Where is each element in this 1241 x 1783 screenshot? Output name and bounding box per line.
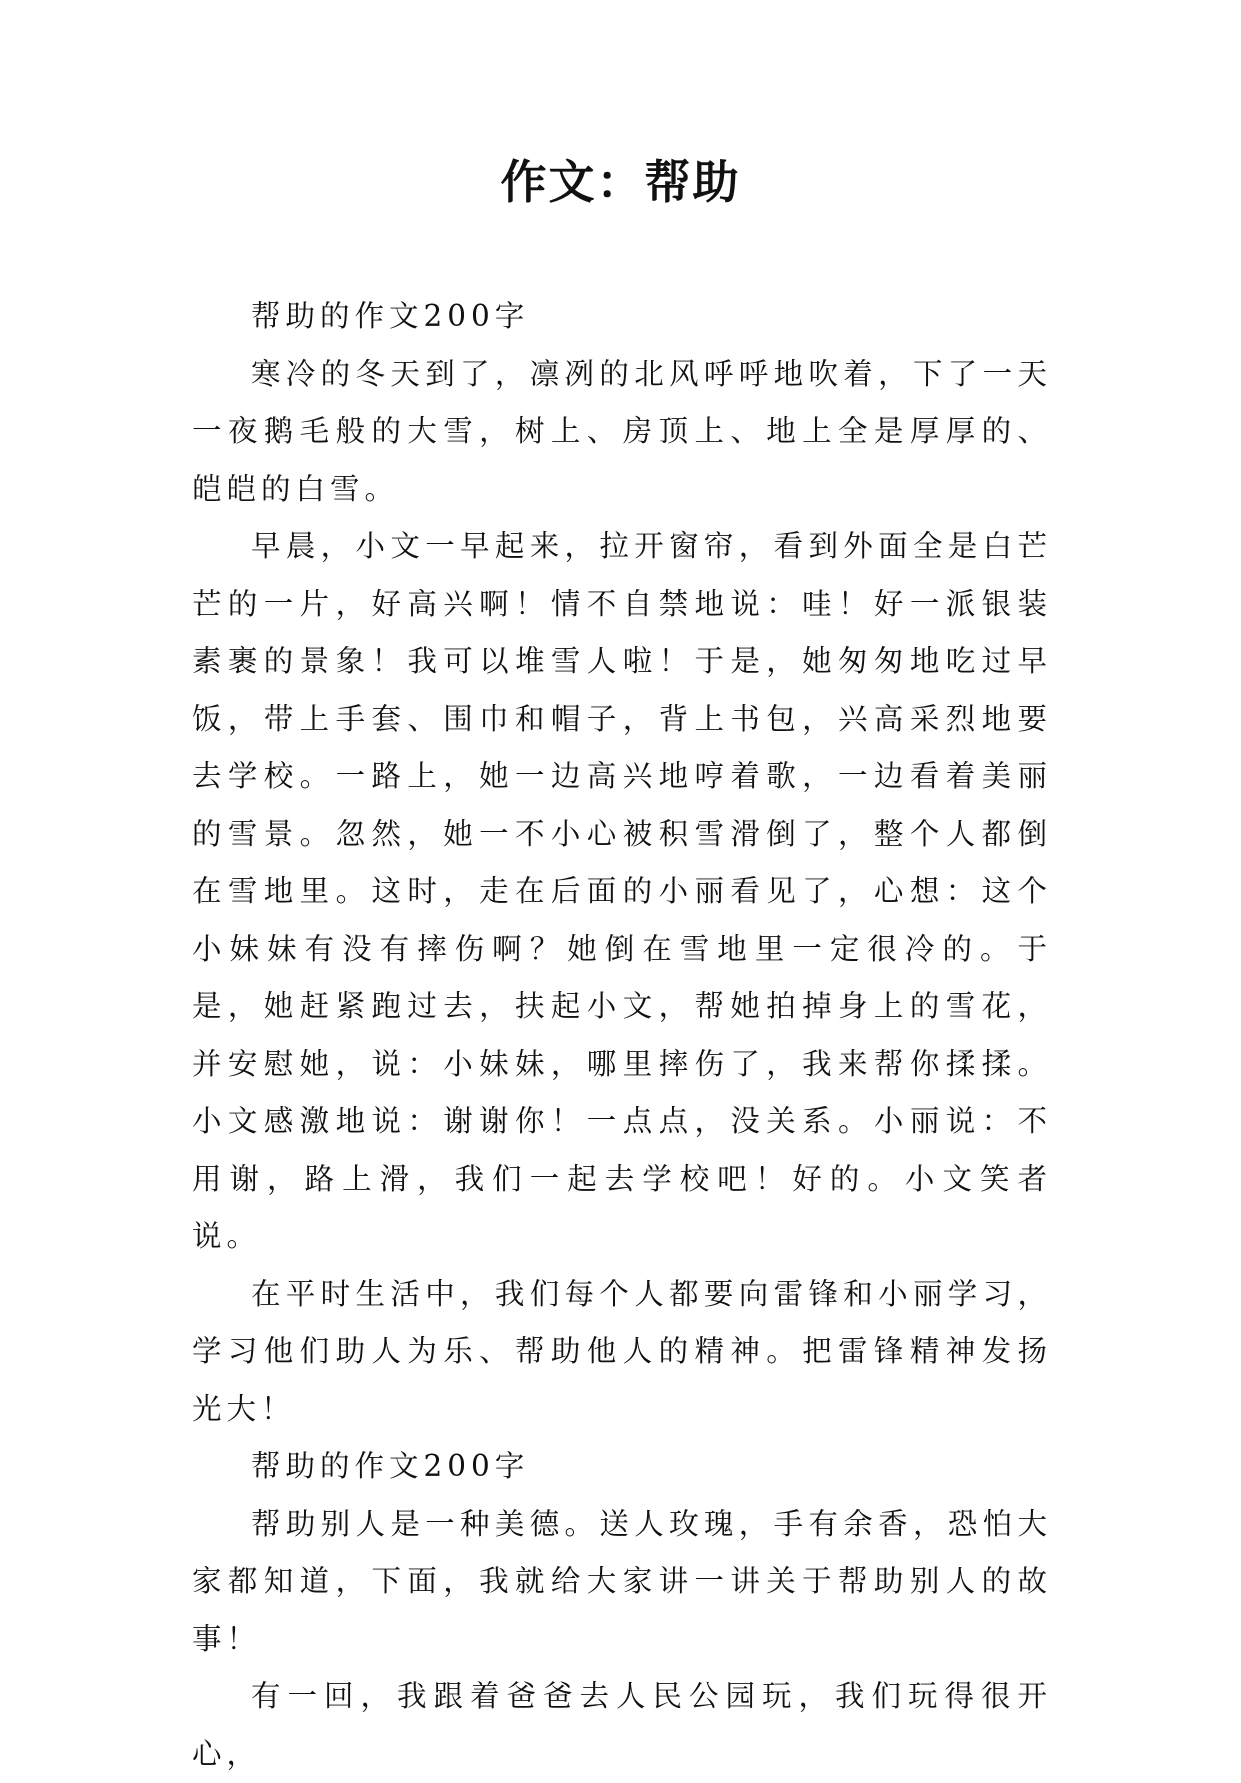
paragraph: 寒冷的冬天到了，凛冽的北风呼呼地吹着，下了一天一夜鹅毛般的大雪，树上、房顶上、地上全是厚厚的、皑皑的白雪。 xyxy=(192,356,1052,506)
paragraph-subtitle-1: 帮助的作文200字 xyxy=(251,299,530,333)
paragraph: 在平时生活中，我们每个人都要向雷锋和小丽学习，学习他们助人为乐、帮助他人的精神。把雷锋精神发扬光大！ xyxy=(192,1276,1052,1426)
document-body xyxy=(192,288,1052,1783)
document-title: 作文：帮助 xyxy=(500,155,741,209)
paragraph: 帮助别人是一种美德。送人玫瑰，手有余香，恐怕大家都知道，下面，我就给大家讲一讲关于帮助别人的故事！ xyxy=(192,1506,1052,1656)
paragraph: 有一回，我跟着爸爸去人民公园玩，我们玩得很开心， xyxy=(192,1679,1052,1771)
paragraph: 早晨，小文一早起来，拉开窗帘，看到外面全是白芒芒的一片，好高兴啊！情不自禁地说：哇！好一派银装素裹的景象！我可以堆雪人啦！于是，她匆匆地吃过早饭，带上手套、围巾和帽子，背上书包，兴高采烈地要去学校。一路上，她一边高兴地哼着歌，一边看着美丽的雪景。忽然，她一不小心被积雪滑倒了，整个人都倒在雪地里。这时，走在后面的小丽看见了，心想：这个小妹妹有没有摔伤啊？她倒在雪地里一定很冷的。于是，她赶紧跑过去，扶起小文，帮她拍掉身上的雪花，并安慰她，说：小妹妹，哪里摔伤了，我来帮你揉揉。小文感激地说：谢谢你！一点点，没关系。小丽说：不用谢，路上滑，我们一起去学校吧！好的。小文笑者说。 xyxy=(192,529,1052,1253)
paragraph-subtitle-2: 帮助的作文200字 xyxy=(251,1449,530,1483)
